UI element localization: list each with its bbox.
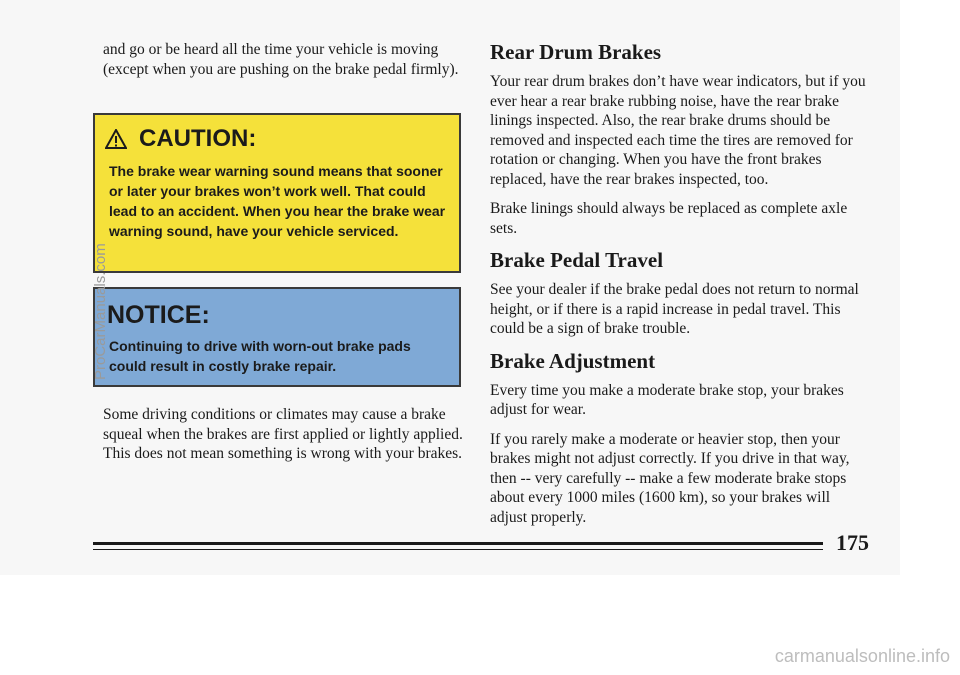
brake-adjustment-paragraph-2: If you rarely make a moderate or heavier stop, then your brakes might not adjust correctly. If you drive in that way, then -- very carefully -- make a few moderate brake stops about every 1000 miles (1600 km), so your brakes will adjust properly. [490,430,850,526]
caution-text: The brake wear warning sound means that sooner or later your brakes won’t work well. That could lead to an accident. When you hear the brake wear warning sound, have your vehicle serviced. [109,163,446,239]
left-column [103,40,463,89]
outro-paragraph: Some driving conditions or climates may cause a brake squeal when the brakes are first applied or lightly applied. This does not mean something is wrong with your brakes. [103,406,463,462]
side-watermark: ProCarManuals.com [92,243,109,380]
right-column [490,40,870,537]
caution-header [95,115,459,153]
pedal-travel-heading: Brake Pedal Travel [490,248,664,272]
rear-drum-heading: Rear Drum Brakes [490,40,662,64]
intro-paragraph: and go or be heard all the time your vehicle is moving (except when you are pushing on the brake pedal firmly). [103,41,459,78]
notice-title: NOTICE: [107,301,210,329]
pedal-travel-paragraph: See your dealer if the brake pedal does not return to normal height, or if there is a rapid increase in pedal travel. This could be a sign of brake trouble. [490,281,859,337]
left-column-lower [103,405,463,474]
notice-text: Continuing to drive with worn-out brake pads could result in costly brake repair. [109,338,411,374]
notice-box [93,287,461,387]
footer-rule-thin [93,549,823,550]
page-number: 175 [836,530,869,555]
bottom-watermark: carmanualsonline.info [774,646,950,666]
notice-header [95,289,459,330]
footer-rule-thick [93,542,823,545]
warning-triangle-icon [105,129,127,149]
rear-drum-paragraph-2: Brake linings should always be replaced as complete axle sets. [490,200,848,237]
brake-adjustment-heading: Brake Adjustment [490,348,656,373]
rear-drum-paragraph-1: Your rear drum brakes don’t have wear indicators, but if you ever hear a rear brake rubbing noise, have the rear brake linings inspected. Also, the rear brake drums should be removed and inspected each time the tires are removed for rotation or changing. When you have the front brakes replaced, have the rear brakes inspected, too. [490,73,866,188]
brake-adjustment-paragraph-1: Every time you make a moderate brake stop, your brakes adjust for wear. [490,381,844,418]
caution-box [93,113,461,273]
caution-title: CAUTION: [139,125,257,152]
